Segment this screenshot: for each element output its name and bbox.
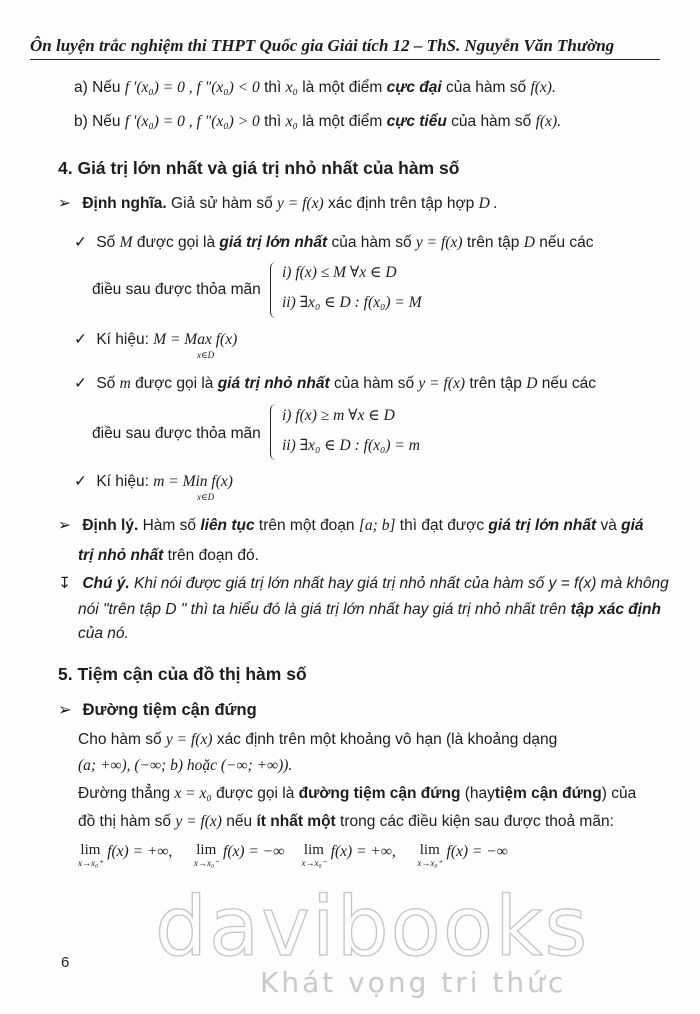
limit-expression: lim x→x₀⁻ (193, 842, 219, 868)
limit-expression: lim x→x₀⁺ (78, 842, 103, 868)
min-notation-line: ✓ Kí hiệu: m = Min f(x) (74, 473, 233, 490)
vertical-asymptote-heading: ➢ Đường tiệm cận đứng (58, 701, 257, 719)
note-line-1: ↧ Chú ý. Khi nói được giá trị lớn nhất hay giá trị nhỏ nhất của hàm số y = f(x) mà không (58, 575, 669, 592)
theorem-line-1: ➢ Định lý. Hàm số liên tục trên một đoạn [a; b] thì đạt được giá trị lớn nhất và giá (58, 517, 644, 534)
left-brace (270, 404, 279, 460)
term-cuc-dai: cực đại (386, 79, 442, 96)
checkmark-icon: ✓ (74, 473, 87, 490)
asymptote-paragraph-2: (a; +∞), (−∞; b) hoặc (−∞; +∞)). (78, 757, 293, 774)
extremum-min-line: b) Nếu f '(x₀) = 0 , f "(x₀) > 0 thì x₀ là một điểm cực tiểu của hàm số f(x). (74, 113, 561, 130)
max-condition-1: i) f(x) ≤ M ∀x ∈ D (282, 264, 397, 281)
checkmark-icon: ✓ (74, 331, 87, 348)
term-max: giá trị lớn nhất (219, 234, 328, 251)
max-notation-line: ✓ Kí hiệu: M = Max f(x) (74, 331, 238, 348)
max-condition-2: ii) ∃x₀ ∈ D : f(x₀) = M (282, 294, 422, 311)
asymptote-paragraph-1: Cho hàm số y = f(x) xác định trên một khoảng vô hạn (là khoảng dạng (78, 731, 558, 748)
checkmark-icon: ✓ (74, 234, 87, 251)
definition-line: ➢ Định nghĩa. Giả sử hàm số y = f(x) xác định trên tập hợp D . (58, 195, 498, 212)
down-arrow-icon: ↧ (58, 575, 71, 592)
min-condition-2: ii) ∃x₀ ∈ D : f(x₀) = m (282, 437, 420, 454)
term-min: giá trị nhỏ nhất (217, 375, 330, 392)
page-header: Ôn luyện trắc nghiệm thi THPT Quốc gia Giải tích 12 – ThS. Nguyễn Văn Thường (30, 36, 660, 60)
max-notation-subscript: x∈D (197, 350, 215, 360)
page-number: 6 (61, 954, 70, 971)
note-line-3: của nó. (78, 625, 129, 642)
max-definition-line: ✓ Số M được gọi là giá trị lớn nhất của hàm số y = f(x) trên tập D nếu các (74, 234, 594, 251)
watermark-brand: davibooks (155, 880, 590, 975)
section-4-title: 4. Giá trị lớn nhất và giá trị nhỏ nhất của hàm số (58, 158, 460, 178)
limit-expression: lim x→x₀⁻ (301, 842, 327, 868)
extremum-max-line: a) Nếu f '(x₀) = 0 , f "(x₀) < 0 thì x₀ là một điểm cực đại của hàm số f(x). (74, 79, 556, 96)
min-condition-label: điều sau được thỏa mãn (92, 425, 261, 442)
min-condition-1: i) f(x) ≥ m ∀x ∈ D (282, 407, 395, 424)
arrow-bullet-icon: ➢ (58, 195, 71, 212)
section-5-title: 5. Tiệm cận của đồ thị hàm số (58, 664, 307, 684)
left-brace (270, 262, 279, 318)
checkmark-icon: ✓ (74, 375, 87, 392)
note-line-2: nói "trên tập D " thì ta hiểu đó là giá trị lớn nhất hay giá trị nhỏ nhất trên tập xác định (78, 601, 661, 618)
watermark-slogan: Khát vọng tri thức (260, 966, 567, 999)
max-condition-label: điều sau được thỏa mãn (92, 281, 261, 298)
theorem-line-2: trị nhỏ nhất trên đoạn đó. (78, 547, 259, 564)
arrow-bullet-icon: ➢ (58, 517, 71, 534)
asymptote-paragraph-4: đồ thị hàm số y = f(x) nếu ít nhất một trong các điều kiện sau được thoả mãn: (78, 813, 614, 830)
arrow-bullet-icon: ➢ (58, 701, 72, 719)
term-cuc-tieu: cực tiểu (386, 113, 447, 130)
limits-row: lim x→x₀⁺ f(x) = +∞, lim x→x₀⁻ f(x) = −∞ lim x→x₀⁻ f(x) = +∞, lim x→x₀⁺ f(x) = −∞ (78, 842, 508, 868)
min-definition-line: ✓ Số m được gọi là giá trị nhỏ nhất của hàm số y = f(x) trên tập D nếu các (74, 375, 597, 392)
asymptote-paragraph-3: Đường thẳng x = x₀ được gọi là đường tiệm cận đứng (haytiệm cận đứng) của (78, 785, 637, 802)
limit-expression: lim x→x₀⁺ (417, 842, 443, 868)
min-notation-subscript: x∈D (197, 492, 215, 502)
